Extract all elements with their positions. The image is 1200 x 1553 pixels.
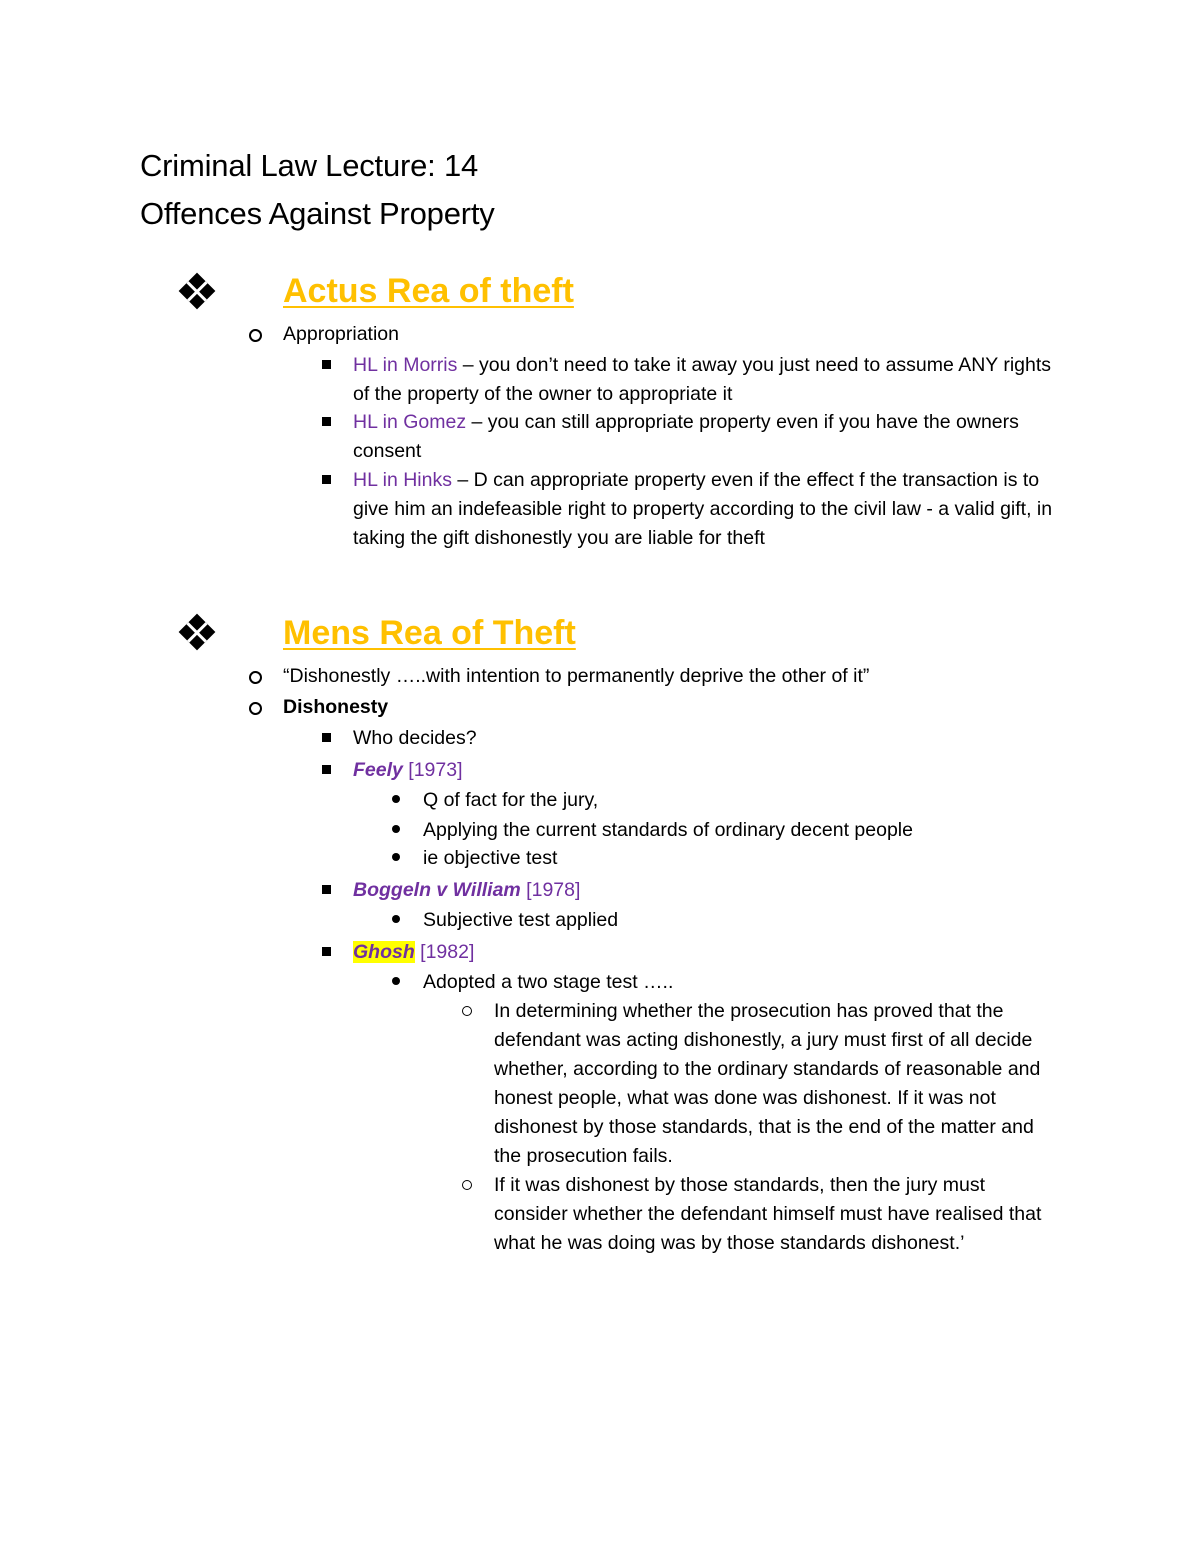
hollow-circle-bullet-icon [249, 671, 262, 684]
dot-bullet-icon [392, 795, 400, 803]
case-year-ghosh: [1982] [414, 941, 475, 963]
ghosh-stage-1: In determining whether the prosecution has proved that the defendant was acting dishonestly, a jury must first of all decide whether, according to the ordinary standards of reasonable and honest people, what was done was dishonest. If it was not dishonest by those standards, that is the end of the matter and the prosecution fails. [494, 1000, 1041, 1167]
boggeln-point: Subjective test applied [423, 909, 619, 931]
ghosh-point: Adopted a two stage test ….. [423, 971, 674, 993]
square-bullet-icon [322, 765, 331, 774]
hollow-circle-bullet-icon [462, 1006, 472, 1016]
ghosh-stage-2: If it was dishonest by those standards, then the jury must consider whether the defendant himself must have realised that what he was doing was by those standards dishonest.’ [494, 1174, 1042, 1254]
square-bullet-icon [322, 885, 331, 894]
list-item-ghosh [353, 938, 474, 967]
section-heading-actus-rea: Actus Rea of theft [283, 272, 574, 310]
list-item-hinks [353, 466, 1053, 553]
document-title: Criminal Law Lecture: 14 [140, 148, 479, 183]
case-name-ghosh: Ghosh [353, 941, 415, 963]
case-name-feely: Feely [353, 759, 403, 781]
hollow-circle-bullet-icon [249, 702, 262, 715]
feely-point-2: Applying the current standards of ordinary decent people [423, 819, 913, 841]
gomez-description: – you can still appropriate property even if you have the owners consent [353, 411, 1019, 462]
case-name-boggeln: Boggeln v William [353, 879, 521, 901]
list-item-gomez [353, 408, 1053, 466]
square-bullet-icon [322, 947, 331, 956]
document-subtitle: Offences Against Property [140, 196, 495, 231]
dot-bullet-icon [392, 977, 400, 985]
case-name-morris: HL in Morris [353, 354, 458, 376]
list-item-dishonesty: Dishonesty [283, 696, 389, 718]
list-item-feely [353, 756, 463, 785]
list-item-who-decides: Who decides? [353, 727, 477, 749]
square-bullet-icon [322, 360, 331, 369]
diamond-bullet-icon [179, 614, 216, 651]
dot-bullet-icon [392, 825, 400, 833]
case-year-boggeln: [1978] [520, 879, 581, 901]
hinks-description: – D can appropriate property even if the effect f the transaction is to give him an indefeasible right to property according to the civil law - a valid gift, in taking the gift dishonestly you are liable for theft [353, 469, 1053, 549]
case-name-hinks: HL in Hinks [353, 469, 452, 491]
diamond-bullet-icon [179, 273, 216, 310]
dot-bullet-icon [392, 853, 400, 861]
list-item-appropriation: Appropriation [283, 323, 399, 345]
case-year-feely: [1973] [402, 759, 463, 781]
list-item-morris [353, 351, 1053, 409]
square-bullet-icon [322, 733, 331, 742]
feely-point-3: ie objective test [423, 847, 558, 869]
list-item-quote: “Dishonestly …..with intention to permanently deprive the other of it” [283, 665, 870, 687]
list-item-boggeln [353, 876, 580, 905]
morris-description: – you don’t need to take it away you just need to assume ANY rights of the property of the owner to appropriate it [353, 354, 1052, 405]
hollow-circle-bullet-icon [249, 329, 262, 342]
dot-bullet-icon [392, 915, 400, 923]
square-bullet-icon [322, 417, 331, 426]
feely-point-1: Q of fact for the jury, [423, 789, 599, 811]
section-heading-mens-rea: Mens Rea of Theft [283, 614, 576, 652]
hollow-circle-bullet-icon [462, 1180, 472, 1190]
case-name-gomez: HL in Gomez [353, 411, 467, 433]
square-bullet-icon [322, 475, 331, 484]
